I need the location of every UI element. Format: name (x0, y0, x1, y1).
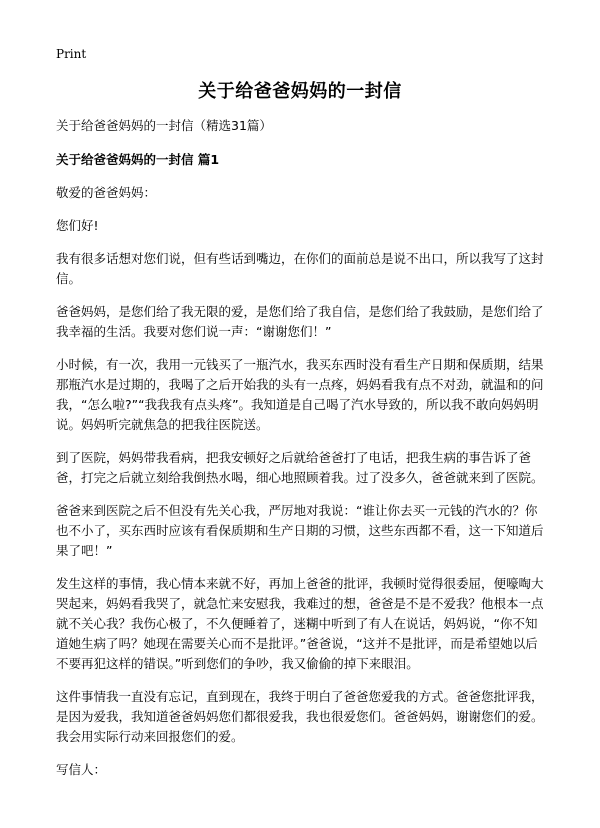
document-body (56, 116, 548, 793)
section-heading: 关于给爸爸妈妈的一封信 篇1 (56, 152, 220, 167)
print-label: Print (56, 47, 87, 61)
body-paragraph: 到了医院，妈妈带我看病，把我安顿好之后就给爸爸打了电话，把我生病的事告诉了爸爸，打完之后就立刻给我倒热水喝，细心地照顾着我。过了没多久，爸爸就来到了医院。 (56, 450, 544, 485)
signature-line: 写信人： (56, 762, 107, 777)
body-paragraph: 我有很多话想对您们说，但有些话到嘴边，在你们的面前总是说不出口，所以我写了这封信。 (56, 251, 544, 286)
greeting: 您们好! (56, 218, 99, 233)
body-paragraph: 这件事情我一直没有忘记，直到现在，我终于明白了爸爸您爱我的方式。爸爸您批评我，是因为爱我，我知道爸爸妈妈您们都很爱我，我也很爱您们。爸爸妈妈，谢谢您们的爱。我会用实际行动来回报您们的爱。 (56, 689, 544, 744)
document-subtitle: 关于给爸爸妈妈的一封信（精选31篇） (56, 118, 272, 133)
body-paragraph: 小时候，有一次，我用一元钱买了一瓶汽水，我买东西时没有看生产日期和保质期，结果那瓶汽水是过期的，我喝了之后开始我的头有一点疼，妈妈看我有点不对劲，就温和的问我，“怎么啦?”“我我我有点头疼”。我知道是自己喝了汽水导致的，所以我不敢向妈妈明说。妈妈听完就焦急的把我往医院送。 (56, 357, 544, 432)
salutation: 敬爱的爸爸妈妈： (56, 185, 157, 200)
body-paragraph: 发生这样的事情，我心情本来就不好，再加上爸爸的批评，我顿时觉得很委屈，便嚎啕大哭起来，妈妈看我哭了，就急忙来安慰我，我难过的想，爸爸是不是不爱我？他根本一点就不关心我？我伤心极了，不久便睡着了，迷糊中听到了有人在说话，妈妈说，“你不知道她生病了吗？她现在需要关心而不是批评。”爸爸说，“这并不是批评，而是希望她以后不要再犯这样的错误。”听到您们的争吵，我又偷偷的掉下来眼泪。 (56, 576, 544, 671)
document-title: 关于给爸爸妈妈的一封信 (198, 81, 402, 102)
body-paragraph: 爸爸妈妈，是您们给了我无限的爱，是您们给了我自信，是您们给了我鼓励，是您们给了我幸福的生活。我要对您们说一声：“谢谢您们！” (56, 304, 544, 339)
body-paragraph: 爸爸来到医院之后不但没有先关心我，严厉地对我说：“谁让你去买一元钱的汽水的？你也不小了，买东西时应该有看保质期和生产日期的习惯，这些东西都不看，这一下知道后果了吧！” (56, 503, 544, 558)
